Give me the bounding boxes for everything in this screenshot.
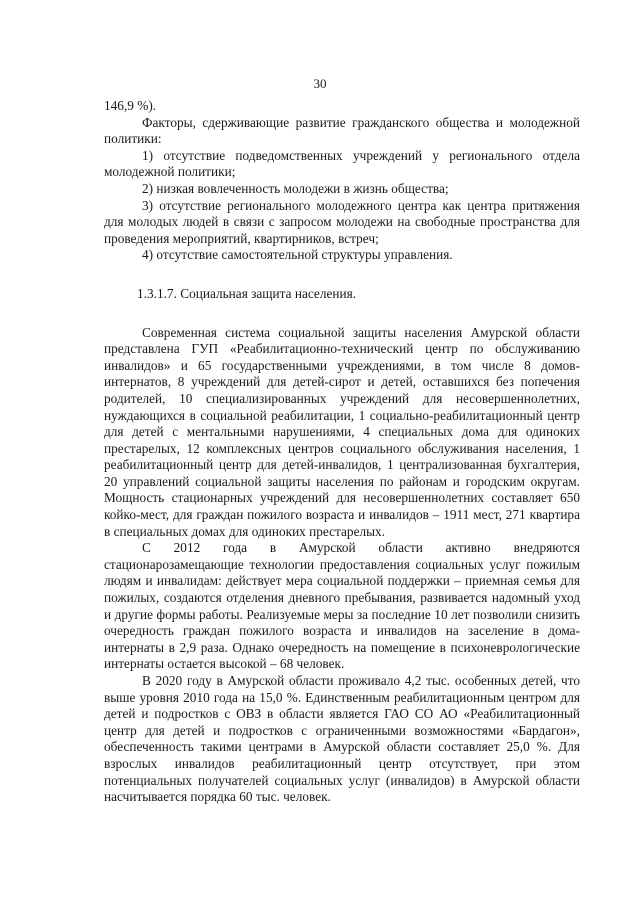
section-heading: 1.3.1.7. Социальная защита населения. <box>137 285 357 301</box>
paragraph-children: В 2020 году в Амурской области проживало 4,2 тыс. особенных детей, что выше уровня 2010 года на 15,0 %. Единственным реабилитационным центром для детей и подростков с ОВЗ в области является ГАО СО АО «Реабилитационный центр для детей и подростков с ограниченными возможностями «Бардагон», обеспеченность такими центрами в Амурской области составляет 25,0 %. Для взрослых инвалидов реабилитационный центр отсутствует, при этом потенциальных получателей социальных услуг (инвалидов) в Амурской области насчитывается порядка 60 тыс. человек. <box>104 673 580 805</box>
page-number: 30 <box>313 76 327 91</box>
paragraph-factors-intro: Факторы, сдерживающие развитие гражданского общества и молодежной политики: <box>104 114 580 147</box>
document-body <box>104 98 580 806</box>
paragraph-continuation: 146,9 %). <box>104 98 157 113</box>
list-item-4: 4) отсутствие самостоятельной структуры управления. <box>142 247 453 263</box>
list-item-2: 2) низкая вовлеченность молодежи в жизнь общества; <box>142 180 449 196</box>
paragraph-social-system: Современная система социальной защиты населения Амурской области представлена ГУП «Реабилитационно-технический центр по обслуживанию инвалидов» и 65 государственными учреждениями, в том числе 8 домов-интернатов, 8 учреждений для детей-сирот и детей, оставшихся без попечения родителей, 10 специализированных учреждений для несовершеннолетних, нуждающихся в социальной реабилитации, 1 социально-реабилитационный центр для детей с ментальными нарушениями, 4 специальных дома для одиноких престарелых, 12 комплексных центров социального обслуживания населения, 1 реабилитационный центр для детей-инвалидов, 1 централизованная бухгалтерия, 20 управлений социальной защиты населения по районам и городским округам. Мощность стационарных учреждений для несовершеннолетних составляет 650 койко-мест, для граждан пожилого возраста и инвалидов – 1911 мест, 271 квартира в специальных домах для одиноких престарелых. <box>104 324 580 539</box>
list-item-3: 3) отсутствие регионального молодежного центра как центра притяжения для молодых людей в связи с запросом молодежи на свободные пространства для проведения мероприятий, квартирников, встреч; <box>104 197 580 246</box>
paragraph-technologies: С 2012 года в Амурской области активно внедряются стационарозамещающие технологии предоставления социальных услуг пожилым людям и инвалидам: действует мера социальной поддержки – приемная семья для пожилых, создаются отделения дневного пребывания, развивается надомный уход и другие формы работы. Реализуемые меры за последние 10 лет позволили снизить очередность граждан пожилого возраста и инвалидов на заселение в дома-интернаты в 2,9 раза. Однако очередность на помещение в психоневрологические интернаты остается высокой – 68 человек. <box>104 540 580 672</box>
list-item-1: 1) отсутствие подведомственных учреждений у регионального отдела молодежной политики; <box>104 147 580 180</box>
